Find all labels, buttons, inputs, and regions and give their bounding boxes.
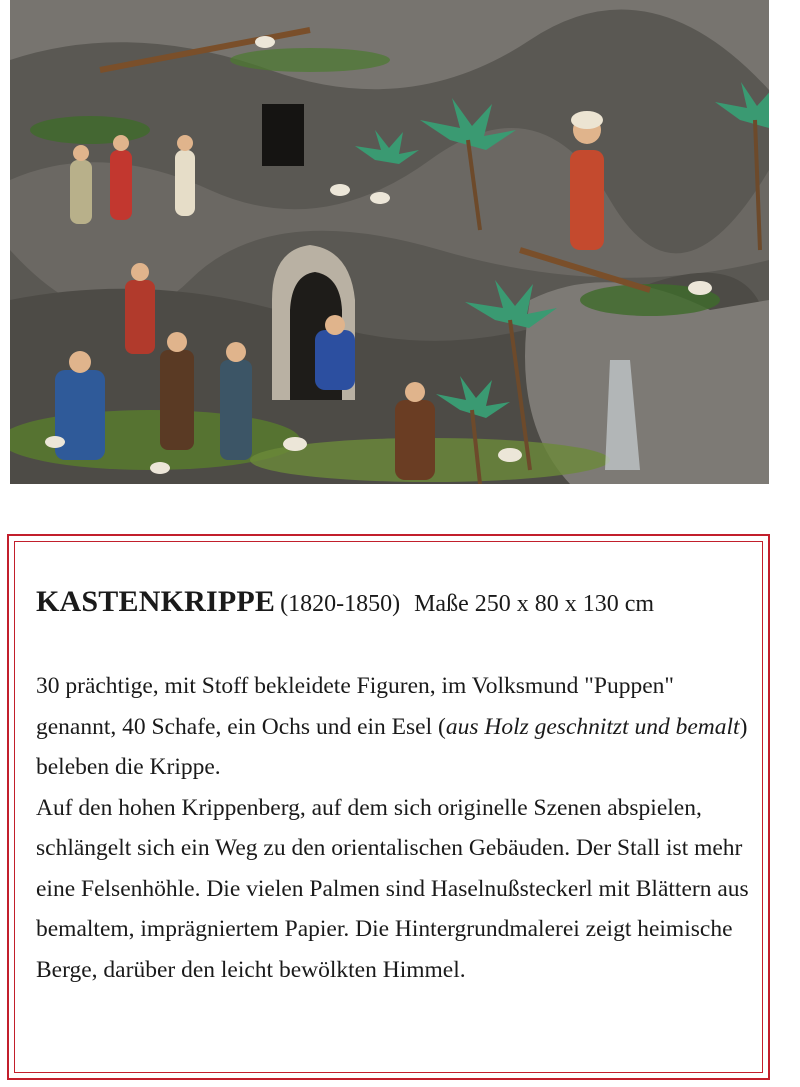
card-description — [36, 666, 756, 990]
description-card — [7, 534, 770, 1080]
card-title-line — [36, 585, 654, 619]
nativity-scene-photo — [10, 0, 769, 484]
card-title: KASTENKRIPPE — [36, 585, 276, 618]
card-dimensions: Maße 250 x 80 x 130 cm — [414, 591, 655, 617]
p1-text-b: ) beleben die Krippe. — [36, 713, 748, 780]
p1-text-italic: aus Holz geschnitzt und bemalt — [445, 713, 740, 740]
card-years: (1820-1850) — [280, 591, 401, 617]
description-paragraph-1 — [36, 666, 756, 788]
description-paragraph-2: Auf den hohen Krippenberg, auf dem sich originelle Szenen abspielen, schlängelt sich ein Weg zu den orientalischen Gebäuden. Der Stall ist mehr eine Felsenhöhle. Die vielen Palmen sind Haselnußsteckerl mit Blättern aus bemaltem, imprägniertem Papier. Die Hintergrundmalerei zeigt heimische Berge, darüber den leicht bewölkten Himmel. — [36, 794, 749, 983]
p1-text-a: 30 prächtige, mit Stoff bekleidete Figuren, im Volksmund "Puppen" genannt, 40 Schafe, ein Ochs und ein Esel ( — [36, 673, 674, 740]
nativity-scene-illustration — [10, 0, 769, 484]
